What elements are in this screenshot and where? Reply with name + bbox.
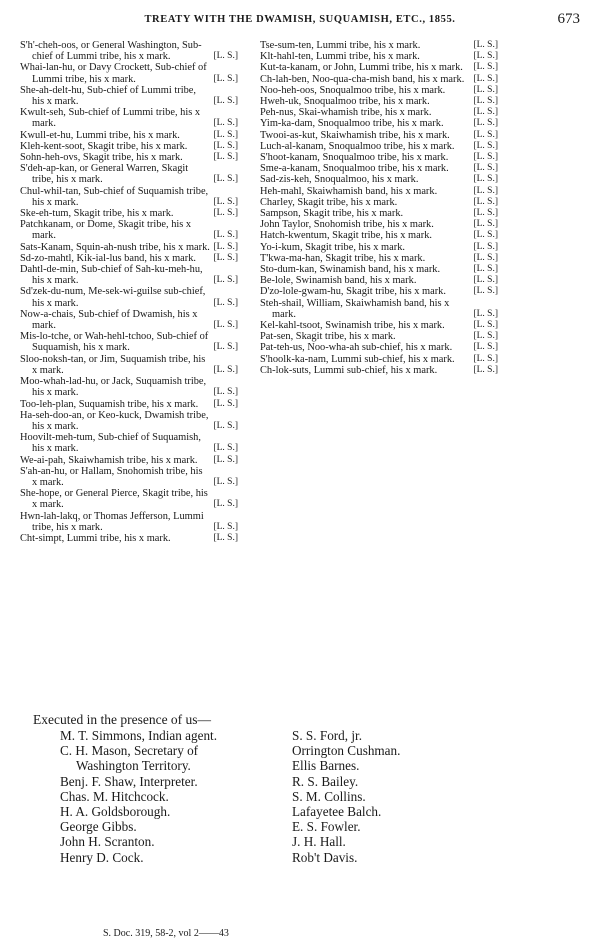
signatory-name: Hoovilt-meh-tum, Sub-chief of Suquamish, his x mark. <box>20 432 201 455</box>
seal-mark: [L. S.] <box>473 230 498 241</box>
seal-mark: [L. S.] <box>473 241 498 252</box>
witness-name: M. T. Simmons, Indian agent. <box>60 728 218 743</box>
seal-mark: [L. S.] <box>213 73 238 84</box>
signatory-entry <box>20 354 238 376</box>
signatory-entry <box>260 62 498 73</box>
seal-mark: [L. S.] <box>213 275 238 286</box>
signatory-name: Whai-lan-hu, or Davy Crockett, Sub-chief of Lummi tribe, his x mark. <box>20 62 207 85</box>
signatory-entry <box>20 466 238 488</box>
signatory-entry <box>20 242 238 253</box>
signatory-entry <box>260 320 498 331</box>
signatory-name: Charley, Skagit tribe, his x mark. <box>260 196 398 208</box>
signatory-entry <box>260 130 498 141</box>
signatory-name: Peh-nus, Skai-whamish tribe, his x mark. <box>260 107 432 119</box>
seal-mark: [L. S.] <box>213 51 238 62</box>
signatory-name: Sad-zis-keh, Snoqualmoo, his x mark. <box>260 174 419 186</box>
signatory-entry <box>260 40 498 51</box>
signatory-entry <box>20 376 238 398</box>
witness-name: S. S. Ford, jr. <box>292 728 362 743</box>
signatory-name: Ske-eh-tum, Skagit tribe, his x mark. <box>20 208 174 220</box>
signatory-entry <box>260 219 498 230</box>
seal-mark: [L. S.] <box>213 208 238 219</box>
signatory-entry <box>20 533 238 544</box>
executed-in-presence: Executed in the presence of us— <box>33 712 212 727</box>
signatory-name: Dahtl-de-min, Sub-chief of Sah-ku-meh-hu, his x mark. <box>20 264 203 287</box>
seal-mark: [L. S.] <box>213 118 238 129</box>
seal-mark: [L. S.] <box>473 264 498 275</box>
seal-mark: [L. S.] <box>213 96 238 107</box>
signatory-entry <box>260 354 498 365</box>
signatory-entry <box>260 186 498 197</box>
signatory-entry <box>20 219 238 241</box>
signatory-entry <box>20 62 238 84</box>
signatory-entry <box>260 107 498 118</box>
signatory-entry <box>20 141 238 152</box>
signatory-name: Chul-whil-tan, Sub-chief of Suquamish tribe, his x mark. <box>20 185 209 208</box>
seal-mark: [L. S.] <box>473 84 498 95</box>
signatory-entry <box>260 74 498 85</box>
signatory-name: Patchkanam, or Dome, Skagit tribe, his x mark. <box>20 219 192 242</box>
signatory-entry <box>20 309 238 331</box>
seal-mark: [L. S.] <box>213 387 238 398</box>
signatory-name: S'h'-cheh-oos, or General Washington, Sub-chief of Lummi tribe, his x mark. <box>20 40 202 63</box>
signatory-entry <box>20 455 238 466</box>
seal-mark: [L. S.] <box>213 443 238 454</box>
signatory-name: Be-lole, Swinamish band, his x mark. <box>260 275 417 287</box>
signatory-name: Sohn-heh-ovs, Skagit tribe, his x mark. <box>20 152 183 164</box>
signatory-entry <box>20 130 238 141</box>
signatory-entry <box>20 40 238 62</box>
seal-mark: [L. S.] <box>213 196 238 207</box>
signatory-name: Tse-sum-ten, Lummi tribe, his x mark. <box>260 40 421 51</box>
witness-name: J. H. Hall. <box>292 834 346 850</box>
signatory-entry <box>20 85 238 107</box>
seal-mark: [L. S.] <box>473 353 498 364</box>
seal-mark: [L. S.] <box>473 185 498 196</box>
signatory-entry <box>20 152 238 163</box>
signatory-name: Heh-mahl, Skaiwhamish band, his x mark. <box>260 185 438 197</box>
signatory-name: Sme-a-kanam, Snoqualmoo tribe, his x mark. <box>260 163 449 175</box>
signatory-entry <box>260 242 498 253</box>
document-footer: S. Doc. 319, 58-2, vol 2——43 <box>103 928 229 939</box>
witness-name: Lafayetee Balch. <box>292 804 382 820</box>
witness-name: E. S. Fowler. <box>292 819 361 835</box>
signatory-entry <box>20 511 238 533</box>
signatory-name: Sd-zo-mahtl, Kik-ial-lus band, his x mark. <box>20 252 197 264</box>
witness-name: R. S. Bailey. <box>292 773 359 789</box>
signatory-entry <box>260 118 498 129</box>
witness-name: H. A. Goldsborough. <box>60 804 171 820</box>
seal-mark: [L. S.] <box>213 454 238 465</box>
witness-name: George Gibbs. <box>60 819 137 835</box>
witness-name: Chas. M. Hitchcock. <box>60 788 169 804</box>
seal-mark: [L. S.] <box>473 342 498 353</box>
signatory-entry <box>20 432 238 454</box>
signatory-name: Sampson, Skagit tribe, his x mark. <box>260 208 404 220</box>
signatory-name: Sats-Kanam, Squin-ah-nush tribe, his x mark. <box>20 241 210 253</box>
seal-mark: [L. S.] <box>473 73 498 84</box>
signatory-name: We-ai-pah, Skaiwhamish tribe, his x mark. <box>20 454 198 466</box>
signatory-entry <box>20 208 238 219</box>
signatory-name: Pat-teh-us, Noo-wha-ah sub-chief, his x mark. <box>260 342 453 354</box>
signatory-entry <box>260 230 498 241</box>
seal-mark: [L. S.] <box>473 129 498 140</box>
seal-mark: [L. S.] <box>473 107 498 118</box>
signatory-entry <box>260 253 498 264</box>
signatory-name: S'hoolk-ka-nam, Lummi sub-chief, his x mark. <box>260 353 455 365</box>
witness-name: C. H. Mason, Secretary of Washington Territory. <box>60 743 199 774</box>
seal-mark: [L. S.] <box>473 320 498 331</box>
signatory-name: Kleh-kent-soot, Skagit tribe, his x mark. <box>20 140 188 152</box>
signatory-name: Mis-lo-tche, or Wah-hehl-tchoo, Sub-chief of Suquamish, his x mark. <box>20 331 209 354</box>
witness-name: Benj. F. Shaw, Interpreter. <box>60 773 198 789</box>
seal-mark: [L. S.] <box>473 51 498 62</box>
signatory-entry <box>20 163 238 185</box>
signatory-entry <box>260 163 498 174</box>
seal-mark: [L. S.] <box>213 420 238 431</box>
seal-mark: [L. S.] <box>473 331 498 342</box>
signatory-entry <box>260 51 498 62</box>
page-number: 673 <box>557 11 580 27</box>
signatory-entry <box>260 174 498 185</box>
seal-mark: [L. S.] <box>213 476 238 487</box>
seal-mark: [L. S.] <box>213 521 238 532</box>
signatory-name: Steh-shail, William, Skaiwhamish band, his x mark. <box>260 297 450 320</box>
treaty-title: TREATY WITH THE DWAMISH, SUQUAMISH, ETC., 1855. <box>144 14 456 25</box>
seal-mark: [L. S.] <box>473 62 498 73</box>
signatory-name: Hweh-uk, Snoqualmoo tribe, his x mark. <box>260 96 430 108</box>
seal-mark: [L. S.] <box>213 129 238 140</box>
seal-mark: [L. S.] <box>473 252 498 263</box>
seal-mark: [L. S.] <box>213 499 238 510</box>
signatory-name: Pat-sen, Skagit tribe, his x mark. <box>260 331 396 343</box>
seal-mark: [L. S.] <box>213 320 238 331</box>
witness-name: Rob't Davis. <box>292 849 358 865</box>
signatory-entry <box>260 365 498 376</box>
seal-mark: [L. S.] <box>473 219 498 230</box>
signatory-name: S'deh-ap-kan, or General Warren, Skagit tribe, his x mark. <box>20 163 189 186</box>
witnesses-right-column <box>292 728 492 865</box>
seal-mark: [L. S.] <box>473 208 498 219</box>
signatory-entry <box>20 286 238 308</box>
signatory-entry <box>20 331 238 353</box>
signatory-name: S'ah-an-hu, or Hallam, Snohomish tribe, his x mark. <box>20 465 203 488</box>
page-header <box>20 11 580 32</box>
signatory-name: Twooi-as-kut, Skaiwhamish tribe, his x mark. <box>260 129 450 141</box>
seal-mark: [L. S.] <box>473 118 498 129</box>
seal-mark: [L. S.] <box>213 364 238 375</box>
signatory-name: Ha-seh-doo-an, or Keo-kuck, Dwamish tribe, his x mark. <box>20 409 209 432</box>
seal-mark: [L. S.] <box>473 140 498 151</box>
signatory-name: Klt-hahl-ten, Lummi tribe, his x mark. <box>260 51 420 63</box>
signatory-name: Noo-heh-oos, Snoqualmoo tribe, his x mark. <box>260 84 446 96</box>
witness-name: John H. Scranton. <box>60 834 155 850</box>
witnesses-left-column <box>60 728 260 865</box>
signatory-name: Kwult-seh, Sub-chief of Lummi tribe, his x mark. <box>20 107 201 130</box>
seal-mark: [L. S.] <box>213 342 238 353</box>
signatory-name: T'kwa-ma-han, Skagit tribe, his x mark. <box>260 252 426 264</box>
signatory-name: John Taylor, Snohomish tribe, his x mark. <box>260 219 434 231</box>
seal-mark: [L. S.] <box>213 532 238 543</box>
signatory-name: D'zo-lole-gwam-hu, Skagit tribe, his x mark. <box>260 286 446 298</box>
signatory-name: Luch-al-kanam, Snoqualmoo tribe, his x mark. <box>260 140 455 152</box>
signatory-entry <box>20 253 238 264</box>
signatory-entry <box>260 85 498 96</box>
seal-mark: [L. S.] <box>473 286 498 297</box>
signatory-entry <box>260 298 498 320</box>
seal-mark: [L. S.] <box>213 152 238 163</box>
seal-mark: [L. S.] <box>213 297 238 308</box>
signatory-name: She-ah-delt-hu, Sub-chief of Lummi tribe, his x mark. <box>20 84 197 108</box>
signatory-name: Hwn-lah-lakq, or Thomas Jefferson, Lummi tribe, his x mark. <box>20 510 204 533</box>
seal-mark: [L. S.] <box>213 241 238 252</box>
signatory-name: Sto-dum-kan, Swinamish band, his x mark. <box>260 264 441 276</box>
signatory-name: Yim-ka-dam, Snoqualmoo tribe, his x mark. <box>260 118 444 130</box>
signatory-name: Sd'zek-du-num, Me-sek-wi-guilse sub-chief, his x mark. <box>20 286 206 309</box>
signatories-left-column <box>20 40 238 544</box>
seal-mark: [L. S.] <box>213 140 238 151</box>
signatory-entry <box>260 342 498 353</box>
signatory-entry <box>260 286 498 297</box>
seal-mark: [L. S.] <box>473 163 498 174</box>
signatory-name: Hatch-kwentum, Skagit tribe, his x mark. <box>260 230 432 242</box>
witness-name: S. M. Collins. <box>292 788 366 804</box>
signatory-entry <box>20 399 238 410</box>
witness-name: Henry D. Cock. <box>60 849 144 865</box>
seal-mark: [L. S.] <box>473 364 498 375</box>
signatory-entry <box>20 107 238 129</box>
seal-mark: [L. S.] <box>213 252 238 263</box>
signatory-name: Kut-ta-kanam, or John, Lummi tribe, his x mark. <box>260 62 463 74</box>
signatory-name: Ch-lah-ben, Noo-qua-cha-mish band, his x mark. <box>260 73 465 85</box>
seal-mark: [L. S.] <box>473 196 498 207</box>
signatory-entry <box>260 152 498 163</box>
signatory-entry <box>260 275 498 286</box>
signatory-entry <box>260 96 498 107</box>
seal-mark: [L. S.] <box>473 174 498 185</box>
signatory-entry <box>260 264 498 275</box>
signatory-name: Kwull-et-hu, Lummi tribe, his x mark. <box>20 129 180 141</box>
signatory-name: Kel-kahl-tsoot, Swinamish tribe, his x mark. <box>260 320 445 332</box>
witness-name: Orrington Cushman. <box>292 743 401 759</box>
seal-mark: [L. S.] <box>213 230 238 241</box>
seal-mark: [L. S.] <box>473 275 498 286</box>
signatory-entry <box>20 488 238 510</box>
signatory-name: Moo-whah-lad-hu, or Jack, Suquamish tribe, his x mark. <box>20 376 207 399</box>
seal-mark: [L. S.] <box>473 308 498 319</box>
signatory-name: Cht-simpt, Lummi tribe, his x mark. <box>20 532 171 544</box>
signatory-entry <box>260 141 498 152</box>
signatory-name: Yo-i-kum, Skagit tribe, his x mark. <box>260 241 405 253</box>
signatory-entry <box>20 186 238 208</box>
signatory-name: Sloo-noksh-tan, or Jim, Suquamish tribe, his x mark. <box>20 353 206 376</box>
signatory-entry <box>260 208 498 219</box>
signatory-entry <box>20 410 238 432</box>
seal-mark: [L. S.] <box>213 174 238 185</box>
seal-mark: [L. S.] <box>213 398 238 409</box>
signatory-entry <box>260 331 498 342</box>
seal-mark: [L. S.] <box>473 152 498 163</box>
signatory-name: She-hope, or General Pierce, Skagit tribe, his x mark. <box>20 488 208 511</box>
signatory-name: Too-leh-plan, Suquamish tribe, his x mark. <box>20 398 199 410</box>
signatory-entry <box>260 197 498 208</box>
signatory-entry <box>20 264 238 286</box>
witness-name: Ellis Barnes. <box>292 758 360 774</box>
seal-mark: [L. S.] <box>473 40 498 50</box>
signatories-right-column <box>260 40 498 376</box>
seal-mark: [L. S.] <box>473 96 498 107</box>
signatory-name: Ch-lok-suts, Lummi sub-chief, his x mark. <box>260 364 438 376</box>
signatory-name: Now-a-chais, Sub-chief of Dwamish, his x mark. <box>20 308 198 332</box>
signatory-name: S'hoot-kanam, Snoqualmoo tribe, his x mark. <box>260 152 449 164</box>
